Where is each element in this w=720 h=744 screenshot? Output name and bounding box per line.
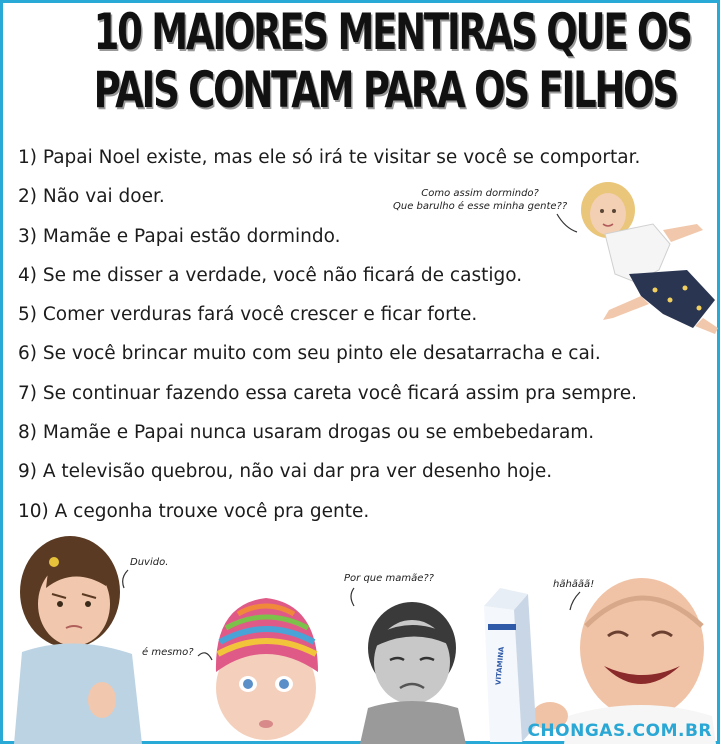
laughing-baby-photo <box>476 566 720 744</box>
laughing-baby-speech-bubble: hãhããã! <box>553 579 595 590</box>
crying-boy-photo <box>350 590 474 744</box>
hat-baby-photo <box>208 584 326 744</box>
lie-item-10: 10) A cegonha trouxe você pra gente. <box>18 500 370 522</box>
crying-boy-speech-bubble: Por que mamãe?? <box>344 573 434 584</box>
blonde-girl-photo <box>575 178 720 338</box>
page-title-line-1: 10 MAIORES MENTIRAS QUE OS <box>93 3 691 61</box>
page-title-line-2: PAIS CONTAM PARA OS FILHOS <box>93 61 677 119</box>
blonde-girl-speech-line-1: Como assim dormindo? <box>421 188 539 199</box>
lie-item-1: 1) Papai Noel existe, mas ele só irá te visitar se você se comportar. <box>18 147 641 168</box>
lie-item-4: 4) Se me disser a verdade, você não ficará de castigo. <box>18 264 523 286</box>
lie-item-2: 2) Não vai doer. <box>18 186 165 208</box>
frowning-girl-bubble-tail <box>116 568 132 590</box>
lie-item-7: 7) Se continuar fazendo essa careta você ficará assim pra sempre. <box>18 382 637 404</box>
blonde-girl-speech-line-2: Que barulho é esse minha gente?? <box>393 201 568 212</box>
lie-item-9: 9) A televisão quebrou, não vai dar pra ver desenho hoje. <box>18 461 553 483</box>
frowning-girl-speech-bubble: Duvido. <box>130 557 169 568</box>
site-watermark: CHONGAS.COM.BR <box>527 721 712 741</box>
hat-baby-speech-bubble: é mesmo? <box>142 647 194 658</box>
lie-item-5: 5) Comer verduras fará você crescer e ficar forte. <box>18 304 478 326</box>
lie-item-3: 3) Mamãe e Papai estão dormindo. <box>18 225 341 247</box>
lie-item-8: 8) Mamãe e Papai nunca usaram drogas ou se embebedaram. <box>18 422 595 444</box>
frowning-girl-photo <box>8 522 148 744</box>
milk-carton-label: VITAMINA <box>494 646 506 686</box>
lie-item-6: 6) Se você brincar muito com seu pinto ele desatarracha e cai. <box>18 343 601 365</box>
blonde-girl-speech-bubble <box>393 187 567 213</box>
